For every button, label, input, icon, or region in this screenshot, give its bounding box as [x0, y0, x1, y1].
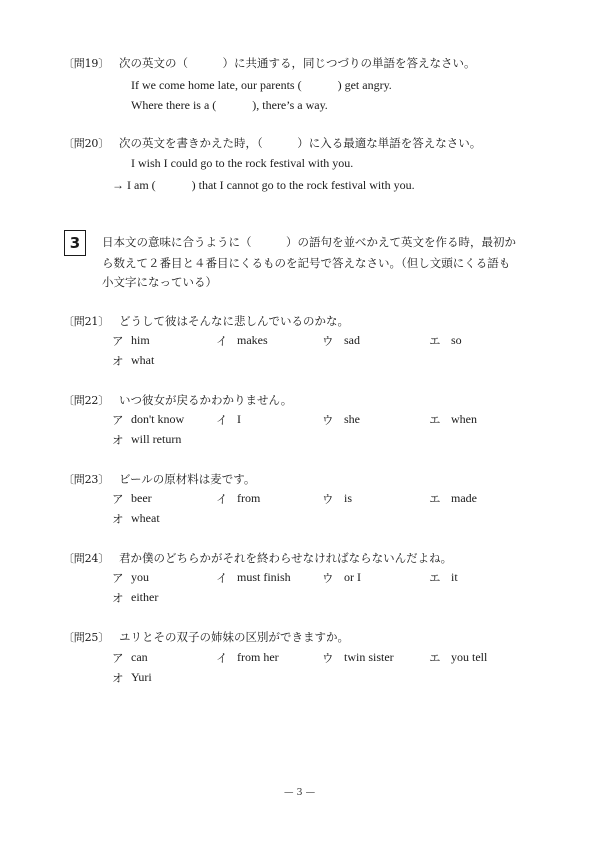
q25-text: ユリとその双子の姉妹の区別ができますか。	[119, 630, 349, 644]
q23-option-a-word: beer	[131, 491, 152, 505]
q25-option-o-word: Yuri	[131, 670, 152, 684]
q25-option-a-label: ア	[112, 651, 124, 665]
q24-option-a-label: ア	[112, 571, 124, 585]
q21-option-e-label: エ	[429, 334, 441, 348]
q20-number: 〔問20〕	[63, 137, 109, 150]
q24-option-a-word: you	[131, 570, 149, 584]
section-3-instruction-line-1: 日本文の意味に合うように（ ）の語句を並べかえて英文を作る時，最初か	[102, 235, 516, 249]
q22-option-u-label: ウ	[322, 413, 334, 427]
q24-number: 〔問24〕	[63, 552, 109, 565]
q21-option-a-label: ア	[112, 334, 124, 348]
q23-option-o-word: wheat	[131, 511, 160, 525]
q23-option-u-label: ウ	[322, 492, 334, 506]
q23-text: ビールの原材料は麦です。	[119, 472, 256, 486]
q22-option-a-word: don't know	[131, 412, 185, 426]
q24-option-i-label: イ	[216, 571, 228, 585]
q24-option-u-label: ウ	[322, 571, 334, 585]
q20-instruction: 次の英文を書きかえた時，（ ）に入る最適な単語を答えなさい。	[119, 136, 482, 150]
q23-option-u-word: is	[344, 491, 353, 505]
q25-number: 〔問25〕	[63, 631, 109, 644]
q20-sentence-2: → I am ( ) that I cannot go to the rock festival with you.	[112, 178, 415, 192]
section-3-number: 3	[64, 230, 86, 256]
q22-option-e-label: エ	[429, 413, 441, 427]
q25-option-o-label: オ	[112, 671, 124, 685]
section-3-instruction-line-3: 小文字になっている）	[102, 275, 217, 289]
q22-option-o-label: オ	[112, 433, 124, 447]
q21-option-o-label: オ	[112, 354, 124, 368]
q23-option-e-word: made	[451, 491, 477, 505]
q25-option-u-word: twin sister	[344, 650, 394, 664]
q23-option-a-label: ア	[112, 492, 124, 506]
q21-option-o-word: what	[131, 353, 155, 367]
q21-option-a-word: him	[131, 333, 150, 347]
q22-option-u-word: she	[344, 412, 360, 426]
q21-option-i-word: makes	[237, 333, 268, 347]
q22-option-a-label: ア	[112, 413, 124, 427]
q21-option-u-label: ウ	[322, 334, 334, 348]
page-number: — 3 —	[284, 787, 316, 798]
q20-sentence-1: I wish I could go to the rock festival with you.	[131, 156, 354, 170]
q25-option-i-label: イ	[216, 651, 228, 665]
q22-option-e-word: when	[451, 412, 477, 426]
q23-option-e-label: エ	[429, 492, 441, 506]
q22-option-o-word: will return	[131, 432, 182, 446]
q25-option-e-word: you tell	[451, 650, 488, 664]
q21-number: 〔問21〕	[63, 315, 109, 328]
q25-option-e-label: エ	[429, 651, 441, 665]
q22-text: いつ彼女が戻るかわかりません。	[119, 393, 293, 407]
q19-number: 〔問19〕	[63, 57, 109, 70]
q24-option-i-word: must finish	[237, 570, 291, 584]
q22-option-i-word: I	[237, 412, 241, 426]
q23-option-i-label: イ	[216, 492, 228, 506]
q25-option-i-word: from her	[237, 650, 279, 664]
q24-option-e-word: it	[451, 570, 458, 584]
section-3-instruction-line-2: ら数えて２番目と４番目にくるものを記号で答えなさい。（但し文頭にくる語も	[102, 256, 511, 270]
q23-option-i-word: from	[237, 491, 261, 505]
q25-option-u-label: ウ	[322, 651, 334, 665]
q22-number: 〔問22〕	[63, 394, 109, 407]
q24-text: 君か僕のどちらかがそれを終わらせなければならないんだよね。	[119, 551, 453, 565]
q24-option-u-word: or I	[344, 570, 361, 584]
q24-option-e-label: エ	[429, 571, 441, 585]
q24-option-o-word: either	[131, 590, 159, 604]
q21-text: どうして彼はそんなに悲しんでいるのかな。	[119, 314, 349, 328]
q21-option-i-label: イ	[216, 334, 228, 348]
q24-option-o-label: オ	[112, 591, 124, 605]
q23-number: 〔問23〕	[63, 473, 109, 486]
q19-sentence-2: Where there is a ( ), there’s a way.	[131, 98, 328, 112]
q22-option-i-label: イ	[216, 413, 228, 427]
q25-option-a-word: can	[131, 650, 148, 664]
q19-instruction: 次の英文の（ ）に共通する，同じつづりの単語を答えなさい。	[119, 56, 476, 70]
q23-option-o-label: オ	[112, 512, 124, 526]
q19-sentence-1: If we come home late, our parents ( ) get angry.	[131, 78, 392, 92]
q21-option-u-word: sad	[344, 333, 360, 347]
q21-option-e-word: so	[451, 333, 462, 347]
